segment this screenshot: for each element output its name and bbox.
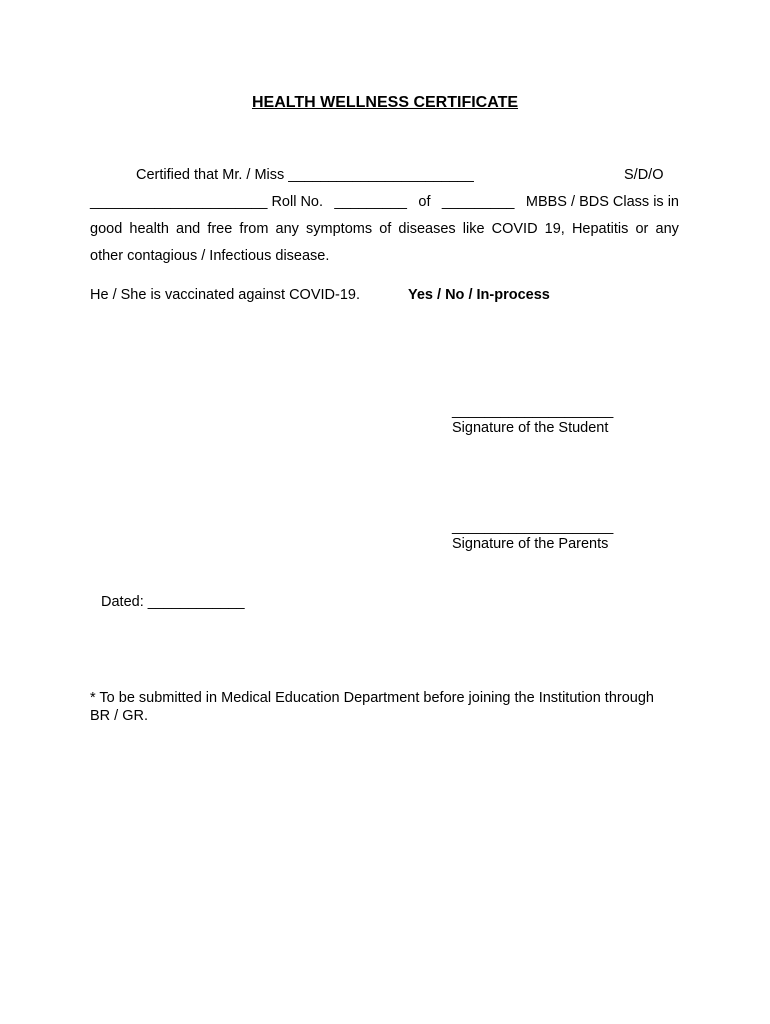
good-health-line: [90, 220, 679, 238]
word: free: [207, 221, 233, 237]
certificate-title: [0, 94, 770, 112]
sdo-label: S/D/O: [624, 167, 664, 183]
vaccinated-statement: He / She is vaccinated against COVID-19.: [90, 287, 360, 303]
footnote-line-1: * To be submitted in Medical Education Department before joining the Institution through: [90, 690, 654, 706]
dated-field: Dated: ____________: [101, 594, 245, 610]
word: diseases: [398, 221, 456, 237]
word: symptoms: [306, 221, 373, 237]
roll-no-text: ______________________ Roll No.: [90, 194, 324, 210]
class-text: MBBS / BDS Class is in: [525, 194, 679, 210]
student-signature-line: ____________________: [452, 403, 614, 419]
roll-no-line: [90, 193, 679, 211]
certificate-title-text: HEALTH WELLNESS CERTIFICATE: [251, 94, 519, 111]
certified-that-line: Certified that Mr. / Miss _______________________: [136, 167, 474, 183]
word: and: [176, 221, 201, 237]
parents-signature-label: Signature of the Parents: [452, 536, 609, 552]
word: from: [239, 221, 269, 237]
word: or: [635, 221, 649, 237]
word: 19,: [544, 221, 565, 237]
word: good: [90, 221, 123, 237]
roll-no-blank: _________: [334, 194, 407, 210]
word: of: [379, 221, 392, 237]
footnote-line-2: BR / GR.: [90, 708, 149, 724]
of-text: of: [418, 194, 431, 210]
parents-signature-line: ____________________: [452, 519, 614, 535]
contagious-line: other contagious / Infectious disease.: [90, 248, 330, 264]
vaccination-options: Yes / No / In-process: [408, 287, 550, 303]
word: any: [275, 221, 299, 237]
word: like: [462, 221, 485, 237]
word: any: [655, 221, 679, 237]
word: Hepatitis: [571, 221, 629, 237]
word: COVID: [491, 221, 538, 237]
class-blank: _________: [441, 194, 515, 210]
student-signature-label: Signature of the Student: [452, 420, 609, 436]
word: health: [129, 221, 169, 237]
